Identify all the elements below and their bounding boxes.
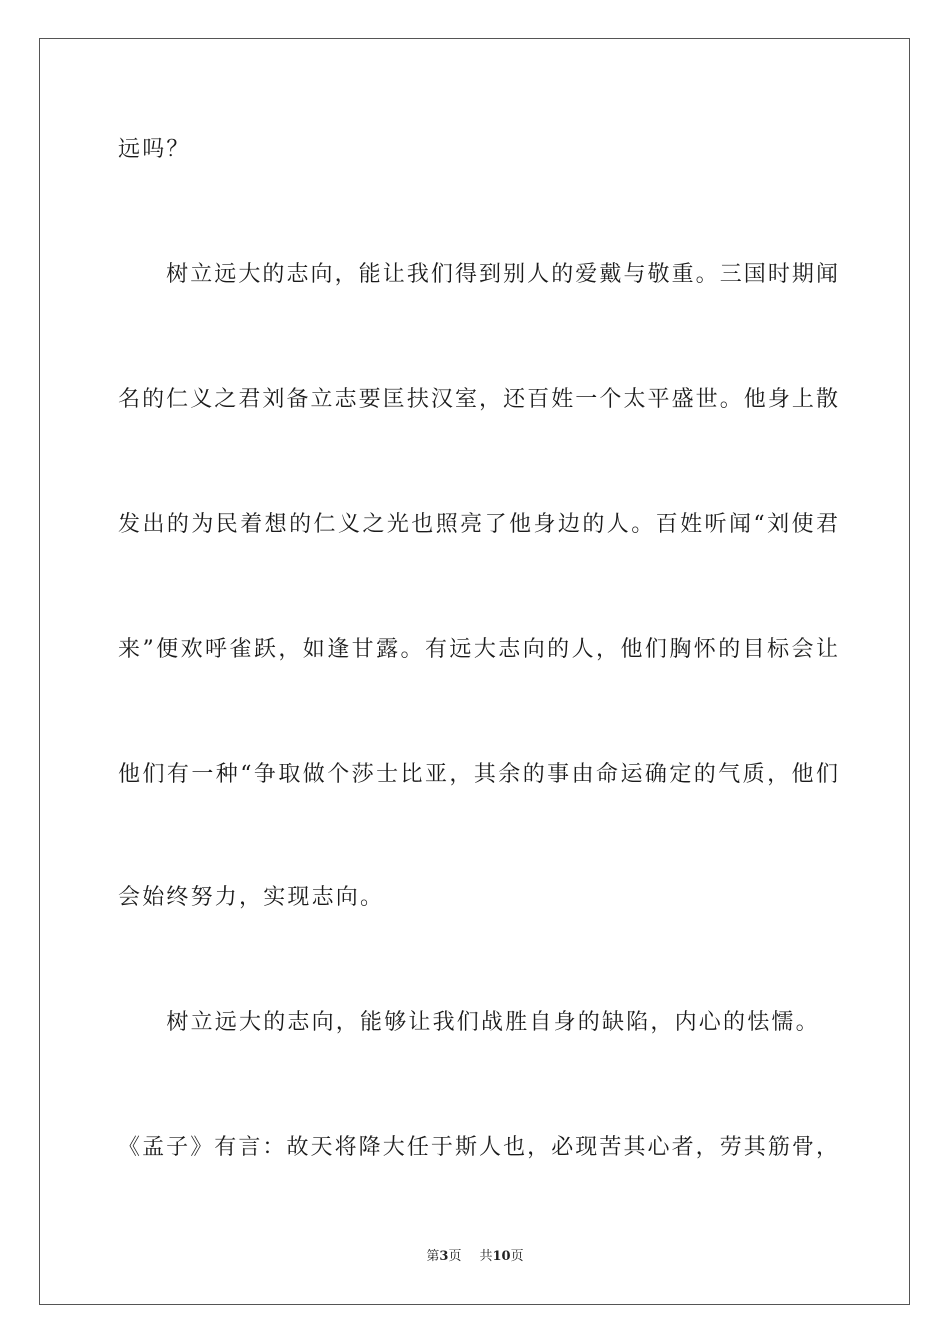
footer-total-prefix: 共 — [479, 1249, 493, 1264]
text-line-5: 来”便欢呼雀跃，如逢甘露。有远大志向的人，他们胸怀的目标会让 — [118, 637, 838, 662]
text-line-8: 树立远大的志向，能够让我们战胜自身的缺陷，内心的怯懦。 — [118, 1010, 820, 1035]
text-line-4: 发出的为民着想的仁义之光也照亮了他身边的人。百姓听闻“刘使君 — [118, 512, 838, 537]
footer-total-suffix: 页 — [510, 1249, 524, 1264]
footer-total-pages: 10 — [492, 1249, 511, 1264]
page-border — [39, 38, 910, 1305]
footer-page-number: 3 — [439, 1249, 449, 1264]
text-line-3: 名的仁义之君刘备立志要匡扶汉室，还百姓一个太平盛世。他身上散 — [118, 387, 838, 412]
text-line-9: 《孟子》有言：故天将降大任于斯人也，必现苦其心者，劳其筋骨， — [118, 1135, 838, 1160]
text-line-6: 他们有一种“争取做个莎士比亚，其余的事由命运确定的气质，他们 — [118, 762, 838, 787]
text-line-7: 会始终努力，实现志向。 — [118, 885, 385, 910]
text-line-1: 远吗？ — [118, 137, 191, 162]
page-footer — [0, 1248, 950, 1266]
footer-page-prefix: 第 — [426, 1249, 440, 1264]
text-line-2: 树立远大的志向，能让我们得到别人的爱戴与敬重。三国时期闻 — [118, 262, 838, 287]
footer-page-suffix: 页 — [448, 1249, 462, 1264]
